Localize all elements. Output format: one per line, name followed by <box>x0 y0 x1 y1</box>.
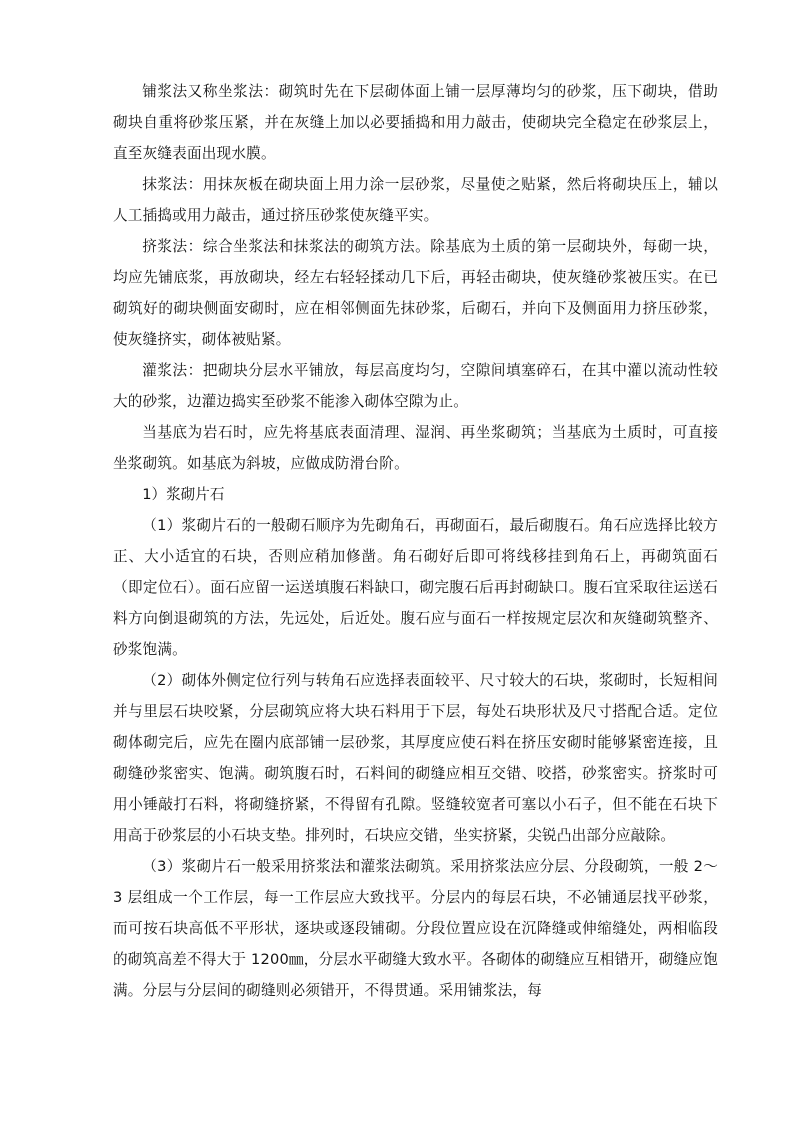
list-item-1: （1）浆砌片石的一般砌石顺序为先砌角石，再砌面石，最后砌腹石。角石应选择比较方正、大小适宜的石块，否则应稍加修凿。角石砌好后即可将线移挂到角石上，再砌筑面石（即定位石）。面石应留一运送填腹石料缺口，砌完腹石后再封砌缺口。腹石宜采取往运送石料方向倒退砌筑的方法，先远处，后近处。腹石应与面石一样按规定层次和灰缝砌筑整齐、砂浆饱满。 <box>113 517 718 658</box>
paragraph-seat-grout-method: 铺浆法又称坐浆法：砌筑时先在下层砌体面上铺一层厚薄均匀的砂浆，压下砌块，借助砌块自重将砂浆压紧，并在灰缝上加以必要插捣和用力敲击，使砌块完全稳定在砂浆层上，直至灰缝表面出现水膜。 <box>113 83 718 162</box>
list-item-2: （2）砌体外侧定位行列与转角石应选择表面较平、尺寸较大的石块，浆砌时，长短相间并与里层石块咬紧，分层砌筑应将大块石料用于下层，每处石块形状及尺寸搭配合适。定位砌体砌完后，应先在圈内底部铺一层砂浆，其厚度应使石料在挤压安砌时能够紧密连接，且砌缝砂浆密实、饱满。砌筑腹石时，石料间的砌缝应相互交错、咬搭，砂浆密实。挤浆时可用小锤敲打石料，将砌缝挤紧，不得留有孔隙。竖缝较宽者可塞以小石子，但不能在石块下用高于砂浆层的小石块支垫。排列时，石块应交错，坐实挤紧，尖锐凸出部分应敲除。 <box>113 672 718 844</box>
section-heading-mortar-rubble: 1）浆砌片石 <box>142 486 225 503</box>
paragraph-smear-grout-method: 抹浆法：用抹灰板在砌块面上用力涂一层砂浆，尽量使之贴紧，然后将砌块压上，辅以人工插捣或用力敲击，通过挤压砂浆使灰缝平实。 <box>113 176 718 224</box>
document-body <box>113 76 718 1006</box>
paragraph-pour-grout-method: 灌浆法：把砌块分层水平铺放，每层高度均匀，空隙间填塞碎石，在其中灌以流动性较大的砂浆，边灌边捣实至砂浆不能渗入砌体空隙为止。 <box>113 362 718 410</box>
paragraph-foundation-base: 当基底为岩石时，应先将基底表面清理、湿润、再坐浆砌筑；当基底为土质时，可直接坐浆砌筑。如基底为斜坡，应做成防滑台阶。 <box>113 424 718 472</box>
paragraph-squeeze-grout-method: 挤浆法：综合坐浆法和抹浆法的砌筑方法。除基底为土质的第一层砌块外，每砌一块，均应先铺底浆，再放砌块，经左右轻轻揉动几下后，再轻击砌块，使灰缝砂浆被压实。在已砌筑好的砌块侧面安砌时，应在相邻侧面先抹砂浆，后砌石，并向下及侧面用力挤压砂浆，使灰缝挤实，砌体被贴紧。 <box>113 238 718 348</box>
list-item-3: （3）浆砌片石一般采用挤浆法和灌浆法砌筑。采用挤浆法应分层、分段砌筑，一般 2～3 层组成一个工作层，每一工作层应大致找平。分层内的每层石块，不必铺通层找平砂浆，而可按石块高低不平形状，逐块或逐段铺砌。分段位置应设在沉降缝或伸缩缝处，两相临段的砌筑高差不得大于 1200㎜，分层水平砌缝大致水平。各砌体的砌缝应互相错开，砌缝应饱满。分层与分层间的砌缝则必须错开，不得贯通。采用铺浆法，每 <box>113 858 718 999</box>
